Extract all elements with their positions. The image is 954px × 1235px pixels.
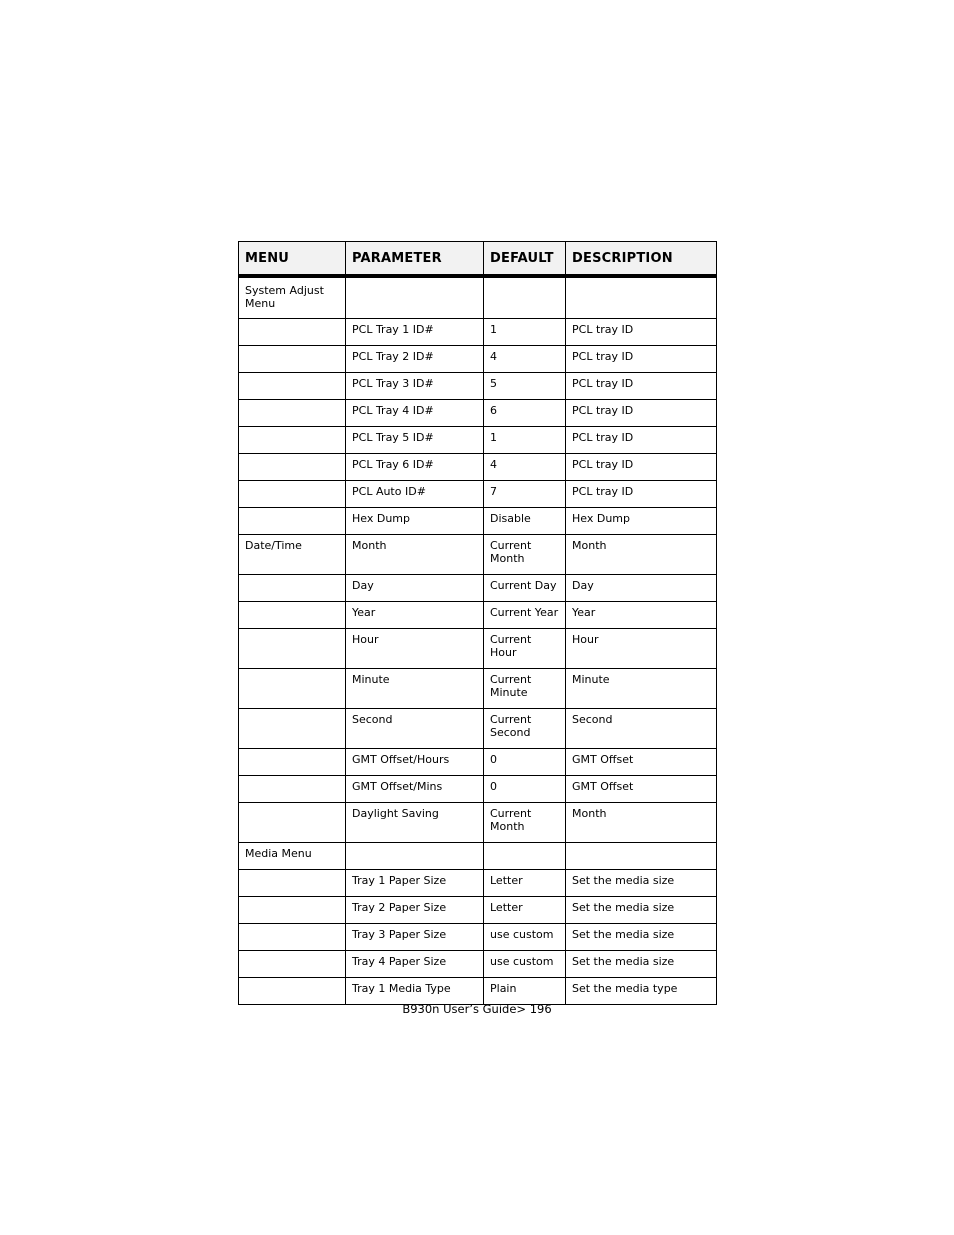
cell-description xyxy=(566,276,717,319)
cell-description: Hour xyxy=(566,629,717,669)
table-row xyxy=(239,803,717,843)
cell-parameter xyxy=(346,843,484,870)
table-header-row xyxy=(239,242,717,277)
table-row xyxy=(239,373,717,400)
cell-default: Disable xyxy=(484,508,566,535)
cell-menu xyxy=(239,709,346,749)
cell-menu xyxy=(239,481,346,508)
cell-default: 1 xyxy=(484,319,566,346)
header-parameter: PARAMETER xyxy=(346,242,484,277)
cell-description: GMT Offset xyxy=(566,776,717,803)
cell-parameter: PCL Tray 4 ID# xyxy=(346,400,484,427)
cell-default xyxy=(484,276,566,319)
table-row xyxy=(239,346,717,373)
cell-description: PCL tray ID xyxy=(566,400,717,427)
cell-menu xyxy=(239,346,346,373)
cell-description: GMT Offset xyxy=(566,749,717,776)
cell-description: PCL tray ID xyxy=(566,346,717,373)
cell-default: 4 xyxy=(484,454,566,481)
cell-menu xyxy=(239,427,346,454)
cell-parameter: GMT Offset/Hours xyxy=(346,749,484,776)
cell-parameter: PCL Tray 2 ID# xyxy=(346,346,484,373)
cell-description: PCL tray ID xyxy=(566,454,717,481)
cell-default: 6 xyxy=(484,400,566,427)
cell-default: Current Minute xyxy=(484,669,566,709)
cell-parameter: Daylight Saving xyxy=(346,803,484,843)
cell-default: 4 xyxy=(484,346,566,373)
cell-menu xyxy=(239,575,346,602)
cell-description: PCL tray ID xyxy=(566,427,717,454)
cell-description: Minute xyxy=(566,669,717,709)
cell-menu xyxy=(239,870,346,897)
table-row xyxy=(239,978,717,1005)
cell-description xyxy=(566,843,717,870)
cell-menu xyxy=(239,669,346,709)
table-row xyxy=(239,535,717,575)
cell-default: Letter xyxy=(484,870,566,897)
cell-description: Month xyxy=(566,803,717,843)
cell-description: Set the media size xyxy=(566,924,717,951)
cell-description: Second xyxy=(566,709,717,749)
cell-description: Set the media size xyxy=(566,870,717,897)
cell-menu xyxy=(239,400,346,427)
cell-menu xyxy=(239,319,346,346)
cell-description: Set the media size xyxy=(566,951,717,978)
header-menu: MENU xyxy=(239,242,346,277)
cell-menu xyxy=(239,897,346,924)
document-page xyxy=(238,241,716,1005)
table-row xyxy=(239,400,717,427)
cell-menu xyxy=(239,629,346,669)
header-default: DEFAULT xyxy=(484,242,566,277)
header-description: DESCRIPTION xyxy=(566,242,717,277)
table-row xyxy=(239,508,717,535)
table-row xyxy=(239,427,717,454)
cell-default: Plain xyxy=(484,978,566,1005)
cell-menu xyxy=(239,951,346,978)
cell-menu xyxy=(239,602,346,629)
table-row xyxy=(239,776,717,803)
cell-default: 7 xyxy=(484,481,566,508)
table-row xyxy=(239,870,717,897)
menu-settings-table xyxy=(238,241,717,1005)
table-row xyxy=(239,319,717,346)
page-footer: B930n User’s Guide> 196 xyxy=(402,1002,552,1016)
table-row xyxy=(239,481,717,508)
cell-default: use custom xyxy=(484,951,566,978)
cell-parameter: Hex Dump xyxy=(346,508,484,535)
cell-menu: Media Menu xyxy=(239,843,346,870)
cell-description: PCL tray ID xyxy=(566,373,717,400)
cell-description: Month xyxy=(566,535,717,575)
cell-parameter: PCL Tray 6 ID# xyxy=(346,454,484,481)
table-row xyxy=(239,602,717,629)
cell-description: Year xyxy=(566,602,717,629)
table-row xyxy=(239,843,717,870)
cell-parameter: PCL Auto ID# xyxy=(346,481,484,508)
cell-description: Hex Dump xyxy=(566,508,717,535)
cell-menu xyxy=(239,373,346,400)
table-row xyxy=(239,276,717,319)
cell-parameter: Tray 3 Paper Size xyxy=(346,924,484,951)
cell-parameter: Month xyxy=(346,535,484,575)
table-row xyxy=(239,669,717,709)
cell-menu xyxy=(239,454,346,481)
cell-menu xyxy=(239,508,346,535)
cell-parameter: Day xyxy=(346,575,484,602)
cell-parameter: Year xyxy=(346,602,484,629)
cell-parameter: PCL Tray 1 ID# xyxy=(346,319,484,346)
cell-default: Current Year xyxy=(484,602,566,629)
cell-menu xyxy=(239,749,346,776)
cell-parameter: Tray 2 Paper Size xyxy=(346,897,484,924)
cell-parameter: PCL Tray 5 ID# xyxy=(346,427,484,454)
cell-parameter: GMT Offset/Mins xyxy=(346,776,484,803)
cell-menu: System Adjust Menu xyxy=(239,276,346,319)
cell-description: Day xyxy=(566,575,717,602)
cell-menu xyxy=(239,924,346,951)
cell-default: Current Hour xyxy=(484,629,566,669)
cell-description: PCL tray ID xyxy=(566,319,717,346)
cell-parameter: Second xyxy=(346,709,484,749)
table-row xyxy=(239,629,717,669)
table-row xyxy=(239,749,717,776)
cell-menu xyxy=(239,776,346,803)
cell-default: use custom xyxy=(484,924,566,951)
cell-default: 5 xyxy=(484,373,566,400)
cell-parameter: Tray 1 Paper Size xyxy=(346,870,484,897)
cell-default: Current Month xyxy=(484,803,566,843)
cell-menu xyxy=(239,978,346,1005)
cell-parameter: Minute xyxy=(346,669,484,709)
table-row xyxy=(239,709,717,749)
cell-description: Set the media type xyxy=(566,978,717,1005)
table-row xyxy=(239,575,717,602)
cell-parameter: Hour xyxy=(346,629,484,669)
cell-default xyxy=(484,843,566,870)
cell-default: 0 xyxy=(484,749,566,776)
cell-menu xyxy=(239,803,346,843)
cell-default: Letter xyxy=(484,897,566,924)
cell-default: Current Month xyxy=(484,535,566,575)
cell-parameter: Tray 1 Media Type xyxy=(346,978,484,1005)
cell-parameter: PCL Tray 3 ID# xyxy=(346,373,484,400)
cell-default: Current Second xyxy=(484,709,566,749)
table-row xyxy=(239,897,717,924)
cell-description: Set the media size xyxy=(566,897,717,924)
table-row xyxy=(239,924,717,951)
cell-parameter: Tray 4 Paper Size xyxy=(346,951,484,978)
table-row xyxy=(239,951,717,978)
cell-menu: Date/Time xyxy=(239,535,346,575)
cell-default: 1 xyxy=(484,427,566,454)
table-row xyxy=(239,454,717,481)
cell-default: Current Day xyxy=(484,575,566,602)
cell-parameter xyxy=(346,276,484,319)
cell-description: PCL tray ID xyxy=(566,481,717,508)
cell-default: 0 xyxy=(484,776,566,803)
